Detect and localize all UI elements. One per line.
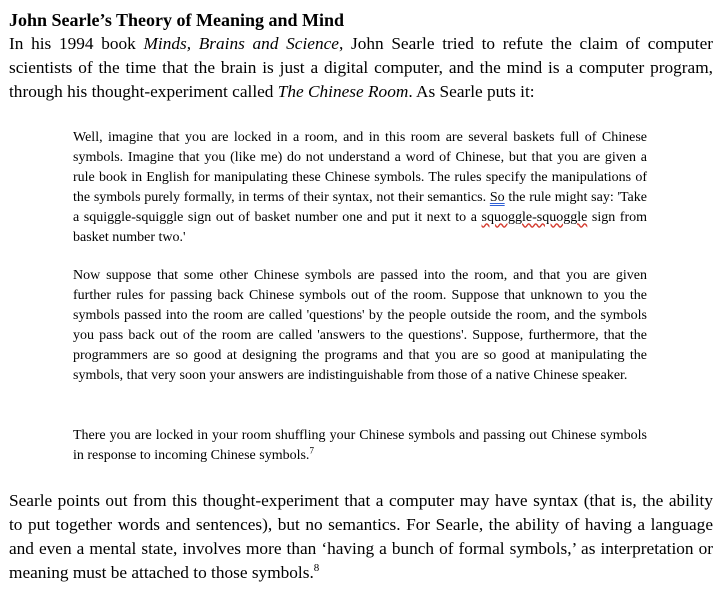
intro-text-1: In his 1994 book <box>9 34 144 53</box>
footnote-marker-7: 7 <box>309 445 314 456</box>
quote-p1-text-3: sign from basket number two.' <box>73 209 647 245</box>
footnote-marker-8: 8 <box>313 562 320 575</box>
quote-p3-text: There you are locked in your room shuffling your Chinese symbols and passing out Chinese symbols in response to incoming Chinese symbols. <box>73 428 647 463</box>
experiment-title: The Chinese Room <box>277 82 409 101</box>
book-title: Minds, Brains and Science <box>143 34 339 53</box>
document-page <box>9 8 713 582</box>
intro-paragraph <box>9 32 713 104</box>
section-heading: John Searle’s Theory of Meaning and Mind <box>9 10 345 30</box>
quote-p1-text-1: Well, imagine that you are locked in a room, and in this room are several baskets full of Chinese symbols. Imagine that you (like me) do not understand a word of Chinese, but that you are given a rule book in English for manipulating these Chinese symbols. The rules specify the manipulations of the symbols purely formally, in terms of their syntax, not their semantics. <box>73 130 647 205</box>
intro-text-3: . As Searle puts it: <box>408 82 535 101</box>
block-quote-paragraph-1 <box>73 128 647 247</box>
block-quote-paragraph-3 <box>73 426 647 466</box>
intro-text-2: , John Searle tried to refute the claim of computer scientists of the time that the brain is just a digital computer, and the mind is a computer program, through his thought-experiment called <box>9 34 713 101</box>
grammar-flag-so: So <box>489 189 505 205</box>
spelling-flag-squoggle: squoggle-squoggle <box>481 209 588 225</box>
conclusion-text: Searle points out from this thought-experiment that a computer may have syntax (that is, the ability to put together words and sentences), but no semantics. For Searle, the ability of having a language and even a mental state, involves more than ‘having a bunch of formal symbols,’ as interpretation or meaning must be attached to those symbols. <box>9 491 713 582</box>
conclusion-paragraph <box>9 489 713 585</box>
block-quote-paragraph-2: Now suppose that some other Chinese symbols are passed into the room, and that you are given further rules for passing back Chinese symbols out of the room. Suppose that unknown to you the symbols passed into the room are called 'questions' by the people outside the room, and the symbols you pass back out of the room are called 'answers to the questions'. Suppose, furthermore, that the programmers are so good at designing the programs and that you are so good at manipulating the symbols, that very soon your answers are indistinguishable from those of a native Chinese speaker. <box>73 268 647 383</box>
quote-p1-text-2: the rule might say: 'Take a squiggle-squiggle sign out of basket number one and put it next to a <box>73 189 647 225</box>
